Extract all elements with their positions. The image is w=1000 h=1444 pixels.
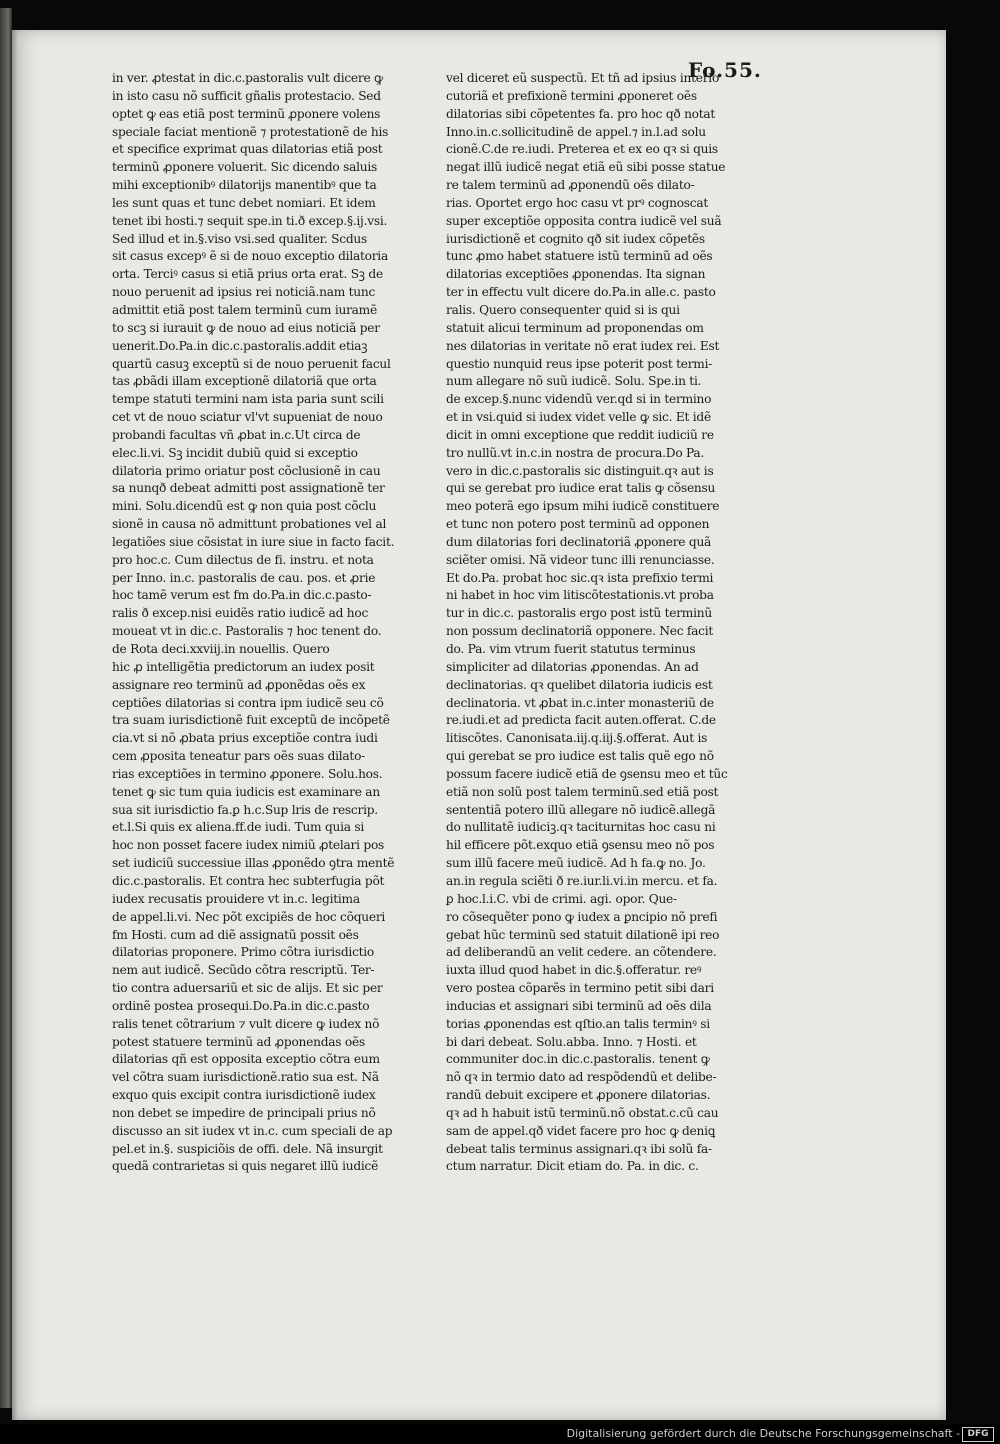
text-line: legatiões siue cõsistat in iure siue in facto facit. xyxy=(112,534,395,549)
text-line: tempe statuti termini nam ista paria sunt scili xyxy=(112,392,384,407)
text-line: possum facere iudicẽ etiã de ꝯsensu meo et tũc xyxy=(446,766,728,781)
text-line: cia.vt si nõ ꝓbata prius exceptiõe contra iudi xyxy=(112,731,378,746)
text-line: non possum declinatoriã opponere. Nec facit xyxy=(446,624,714,639)
text-line: nes dilatorias in veritate nõ erat iudex rei. Est xyxy=(446,338,720,353)
text-line: inducias et assignari sibi terminũ ad oẽs dila xyxy=(446,998,712,1013)
text-line: Inno.in.c.sollicitudinẽ de appel.⁊ in.l.ad solu xyxy=(446,124,706,139)
funding-credit: Digitalisierung gefördert durch die Deutsche Forschungsgemeinschaft - xyxy=(566,1427,960,1440)
text-line: litiscõtes. Canonisata.iij.q.iij.§.offerat. Aut is xyxy=(446,731,708,746)
text-line: sum illũ facere meũ iudicẽ. Ad h fa.ꝙ no. Jo. xyxy=(446,856,706,871)
text-line: cet vt de nouo sciatur vl'vt supueniat de nouo xyxy=(112,410,383,425)
text-line: sionẽ in causa nõ admittunt probationes vel al xyxy=(112,517,387,532)
text-line: ꝑ hoc.l.i.C. vbi de crimi. agi. opor. Que- xyxy=(446,891,677,906)
text-line: sententiã potero illũ allegare nõ iudicẽ.allegã xyxy=(446,802,716,817)
text-line: rias exceptiões in termino ꝓponere. Solu.hos. xyxy=(112,766,383,781)
text-line: super exceptiõe opposita contra iudicẽ vel suã xyxy=(446,213,722,228)
text-line: vel diceret eũ suspectũ. Et tñ ad ipsius interlo xyxy=(446,71,720,85)
text-line: non debet se impedire de principali prius nõ xyxy=(112,1105,376,1120)
text-line: ordinẽ postea prosequi.Do.Pa.in dic.c.pasto xyxy=(112,998,370,1013)
text-line: de Rota deci.xxviij.in nouellis. Quero xyxy=(112,642,330,656)
text-line: to scꝫ si iurauit ꝙ de nouo ad eius noticiã per xyxy=(112,320,380,335)
text-line: statuit alicui terminum ad proponendas om xyxy=(446,320,704,335)
text-line: in isto casu nõ sufficit gñalis protestacio. Sed xyxy=(112,88,381,103)
text-line: hoc non posset facere iudex nimiũ ꝓtelari pos xyxy=(112,838,385,853)
text-line: tur in dic.c. pastoralis ergo post istũ terminũ xyxy=(446,606,712,621)
text-line: de excep.§.nunc videndũ ver.qd si in termino xyxy=(446,392,712,407)
text-line: orta. Terciꝰ casus si etiã prius orta erat. Sꝫ de xyxy=(112,267,383,282)
text-line: dilatorias exceptiões ꝓponendas. Ita signan xyxy=(446,267,706,282)
text-line: admittit etiã post talem terminũ cum iuramẽ xyxy=(112,302,377,317)
text-line: randũ debuit excipere et ꝓponere dilatorias. xyxy=(446,1088,711,1103)
text-line: fm Hosti. cum ad diẽ assignatũ possit oẽs xyxy=(112,927,359,942)
text-line: rias. Oportet ergo hoc casu vt prꝰ cognoscat xyxy=(446,195,709,210)
text-line: nõ qꝛ in termio dato ad respõdendũ et delibe- xyxy=(446,1070,717,1085)
text-line: hil efficere põt.exquo etiã ꝯsensu meo nõ pos xyxy=(446,838,715,853)
text-line: les sunt quas et tunc debet nomiari. Et idem xyxy=(112,195,376,210)
text-line: dic.c.pastoralis. Et contra hec subterfugia põt xyxy=(112,873,385,888)
text-line: ralis tenet cõtrarium ⁊ vult dicere ꝙ iudex nõ xyxy=(112,1016,380,1031)
text-line: discusso an sit iudex vt in.c. cum speciali de ap xyxy=(112,1123,393,1138)
text-line: qui se gerebat pro iudice erat talis ꝙ cõsensu xyxy=(446,481,716,496)
text-line: etiã non solũ post talem terminũ.sed etiã post xyxy=(446,784,719,799)
text-line: num allegare nõ suũ iudicẽ. Solu. Spe.in ti. xyxy=(446,374,702,389)
text-line: per Inno. in.c. pastoralis de cau. pos. et ꝓrie xyxy=(112,570,376,585)
text-line: tro nullũ.vt in.c.in nostra de procura.Do Pa. xyxy=(446,445,705,460)
text-line: dilatoria primo oriatur post cõclusionẽ in cau xyxy=(112,463,381,478)
previous-page-edge xyxy=(0,8,12,1408)
text-line: re.iudi.et ad predicta facit auten.offerat. C.de xyxy=(446,713,716,728)
text-line: declinatorias. qꝛ quelibet dilatoria iudicis est xyxy=(446,677,713,692)
text-line: bi dari debeat. Solu.abba. Inno. ⁊ Hosti. et xyxy=(446,1034,697,1049)
text-line: sit casus excepꝰ ẽ si de nouo exceptio dilatoria xyxy=(112,249,388,264)
left-text-column xyxy=(112,70,408,1176)
text-line: speciale faciat mentionẽ ⁊ protestationẽ de his xyxy=(112,124,389,139)
text-line: ralis. Quero consequenter quid si is qui xyxy=(446,302,680,317)
text-line: qui gerebat se pro iudice est talis quẽ ego nõ xyxy=(446,749,714,764)
text-line: vero in dic.c.pastoralis sic distinguit.qꝛ aut is xyxy=(446,463,714,478)
text-line: potest statuere terminũ ad ꝓponendas oẽs xyxy=(112,1034,365,1049)
text-line: dum dilatorias fori declinatoriã ꝓponere quã xyxy=(446,534,712,549)
text-line: ctum narratur. Dicit etiam do. Pa. in dic. c. xyxy=(446,1159,699,1174)
text-line: iuxta illud quod habet in dic.§.offeratur. reꝰ xyxy=(446,963,702,978)
text-line: de appel.li.vi. Nec põt excipiẽs de hoc cõqueri xyxy=(112,909,386,924)
text-line: communiter doc.in dic.c.pastoralis. tenent ꝙ xyxy=(446,1052,710,1067)
text-line: moueat vt in dic.c. Pastoralis ⁊ hoc tenent do. xyxy=(112,624,382,639)
text-line: ro cõsequẽter pono ꝙ iudex a ꝑncipio nõ prefi xyxy=(446,909,718,924)
text-line: mini. Solu.dicendũ est ꝙ non quia post cõclu xyxy=(112,499,377,514)
text-line: ter in effectu vult dicere do.Pa.in alle.c. pasto xyxy=(446,285,716,300)
text-line: et tunc non potero post terminũ ad opponen xyxy=(446,517,710,532)
text-line: terminũ ꝓponere voluerit. Sic dicendo saluis xyxy=(112,160,378,175)
text-line: sciẽter omisi. Nã videor tunc illi renunciasse. xyxy=(446,552,715,567)
text-line: tunc ꝓmo habet statuere istũ terminũ ad oẽs xyxy=(446,249,713,264)
text-line: in ver. ꝓtestat in dic.c.pastoralis vult dicere ꝙ xyxy=(112,71,383,85)
text-line: ceptiões dilatorias si contra ipm iudicẽ seu cõ xyxy=(112,695,384,710)
text-line: nouo peruenit ad ipsius rei noticiã.nam tunc xyxy=(112,285,376,300)
text-line: quedã contrarietas si quis negaret illũ iudicẽ xyxy=(112,1159,379,1174)
text-line: ralis ð excep.nisi euidẽs ratio iudicẽ ad hoc xyxy=(112,606,369,621)
text-line: questio nunquid reus ipse poterit post termi- xyxy=(446,356,713,371)
dfg-logo: DFG xyxy=(962,1427,994,1442)
text-line: cutoriã et prefixionẽ termini ꝓponeret oẽs xyxy=(446,88,697,103)
text-line: vero postea cõparẽs in termino petit sibi dari xyxy=(446,981,714,996)
text-line: dilatorias sibi cõpetentes fa. pro hoc qð notat xyxy=(446,106,716,121)
text-line: ni habet in hoc vim litiscõtestationis.vt proba xyxy=(446,588,714,603)
text-line: et in vsi.quid si iudex videt velle ꝙ sic. Et idẽ xyxy=(446,410,711,425)
text-line: tas ꝓbãdi illam exceptionẽ dilatoriã que orta xyxy=(112,374,377,389)
text-line: simpliciter ad dilatorias ꝓponendas. An ad xyxy=(446,659,699,674)
right-text-column xyxy=(446,70,746,1176)
text-line: meo poterã ego ipsum mihi iudicẽ constituere xyxy=(446,499,720,514)
text-line: dilatorias proponere. Primo cõtra iurisdictio xyxy=(112,945,375,960)
text-line: hic ꝓ intelligẽtia predictorum an iudex posit xyxy=(112,659,375,674)
text-line: iurisdictionẽ et cognito qð sit iudex cõpetẽs xyxy=(446,231,705,246)
text-line: nem aut iudicẽ. Secũdo cõtra rescriptũ. Ter- xyxy=(112,963,375,978)
text-line: sua sit iurisdictio fa.ꝑ h.c.Sup lris de rescrip. xyxy=(112,802,378,817)
text-line: torias ꝓponendas est qſtio.an talis terminꝰ si xyxy=(446,1016,710,1031)
text-line: sa nunqð debeat admitti post assignationẽ ter xyxy=(112,481,385,496)
text-line: iudex recusatis prouidere vt in.c. legitima xyxy=(112,891,360,906)
text-line: optet ꝙ eas etiã post terminũ ꝓponere volens xyxy=(112,106,381,121)
text-line: pel.et in.§. suspiciõis de offi. dele. Nã insurgit xyxy=(112,1141,383,1156)
text-line: dicit in omni exceptione que reddit iudiciũ re xyxy=(446,427,714,442)
text-line: tra suam iurisdictionẽ fuit exceptũ de incõpetẽ xyxy=(112,713,390,728)
page-gutter-shadow xyxy=(12,30,18,1420)
text-line: set iudiciũ successiue illas ꝓponẽdo ꝯtra mentẽ xyxy=(112,856,395,871)
text-line: gebat hũc terminũ sed statuit dilationẽ ipi reo xyxy=(446,927,720,942)
text-line: dilatorias qñ est opposita exceptio cõtra eum xyxy=(112,1052,380,1067)
text-line: ad deliberandũ an velit cedere. an cõtendere. xyxy=(446,945,717,960)
text-line: debeat talis terminus assignari.qꝛ ibi solũ fa- xyxy=(446,1141,712,1156)
text-line: vel cõtra suam iurisdictionẽ.ratio sua est. Nã xyxy=(112,1070,379,1085)
text-line: cionẽ.C.de re.iudi. Preterea et ex eo qꝛ si quis xyxy=(446,142,718,157)
text-line: qꝛ ad h habuit istũ terminũ.nõ obstat.c.cũ cau xyxy=(446,1105,719,1120)
folio-number: Fo.55. xyxy=(688,58,762,82)
text-line: Et do.Pa. probat hoc sic.qꝛ ista prefixio termi xyxy=(446,570,714,585)
text-line: et.l.Si quis ex aliena.ff.de iudi. Tum quia si xyxy=(112,820,365,835)
text-line: tenet ꝙ sic tum quia iudicis est examinare an xyxy=(112,784,380,799)
text-line: exquo quis excipit contra iurisdictionẽ iudex xyxy=(112,1088,376,1103)
text-line: pro hoc.c. Cum dilectus de fi. instru. et nota xyxy=(112,552,374,567)
footer-bar xyxy=(0,1424,1000,1444)
text-line: hoc tamẽ verum est fm do.Pa.in dic.c.pasto- xyxy=(112,588,372,603)
text-line: declinatoria. vt ꝓbat in.c.inter monasteriũ de xyxy=(446,695,714,710)
text-line: assignare reo terminũ ad ꝓponẽdas oẽs ex xyxy=(112,677,366,692)
text-line: et specifice exprimat quas dilatorias etiã post xyxy=(112,142,383,157)
text-line: do nullitatẽ iudiciꝫ.qꝛ taciturnitas hoc casu ni xyxy=(446,820,716,835)
text-line: mihi exceptionibꝰ dilatorijs manentibꝰ que ta xyxy=(112,178,377,193)
text-line: an.in regula sciẽti ð re.iur.li.vi.in mercu. et fa. xyxy=(446,873,718,888)
text-line: uenerit.Do.Pa.in dic.c.pastoralis.addit etiaꝫ xyxy=(112,338,368,353)
text-line: do. Pa. vim vtrum fuerit statutus terminus xyxy=(446,642,696,656)
text-line: tenet ibi hosti.⁊ sequit spe.in ti.ð excep.§.ij.vsi. xyxy=(112,213,388,228)
text-line: sam de appel.qð videt facere pro hoc ꝙ deniꝗ xyxy=(446,1123,716,1138)
text-line: Sed illud et in.§.viso vsi.sed qualiter. Scdus xyxy=(112,231,367,246)
text-line: cem ꝓposita teneatur pars oẽs suas dilato- xyxy=(112,749,366,764)
text-line: probandi facultas vñ ꝓbat in.c.Ut circa de xyxy=(112,427,361,442)
text-line: elec.li.vi. Sꝫ incidit dubiũ quid si exceptio xyxy=(112,445,358,460)
text-line: quartũ casuꝫ exceptũ si de nouo peruenit facul xyxy=(112,356,391,371)
text-line: re talem terminũ ad ꝓponendũ oẽs dilato- xyxy=(446,178,695,193)
text-line: negat illũ iudicẽ negat etiã eũ sibi posse statue xyxy=(446,160,726,175)
text-line: tio contra aduersariũ et sic de alijs. Et sic per xyxy=(112,981,383,996)
